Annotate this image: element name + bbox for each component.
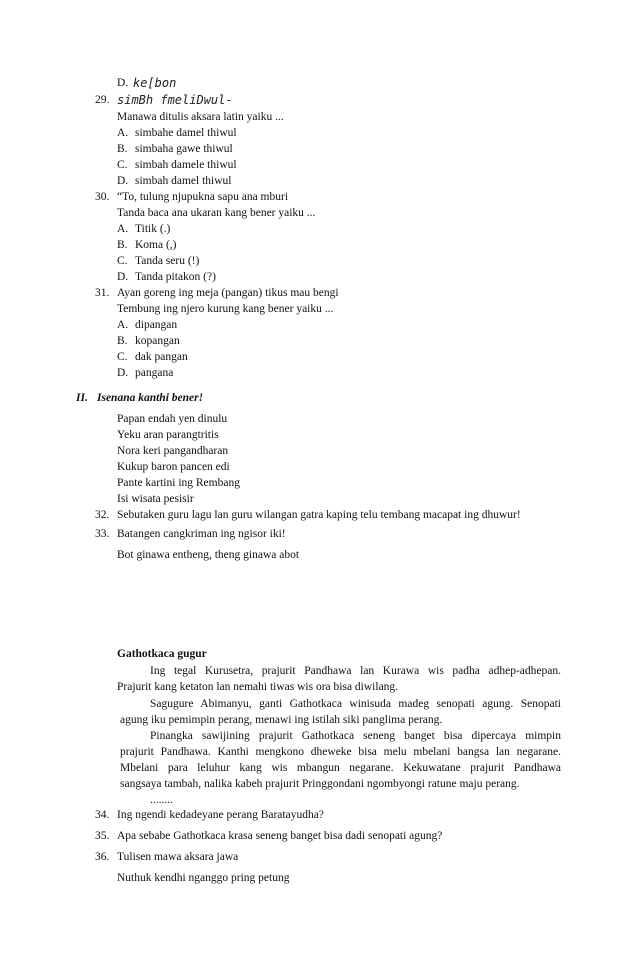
story-line: Sagugure Abimanyu, ganti Gathotkaca winisuda madeg senopati agung. Senopati xyxy=(150,698,561,710)
option-letter: B. xyxy=(117,143,128,155)
option-text: Tanda pitakon (?) xyxy=(135,271,216,283)
option-text: Titik (.) xyxy=(135,223,171,235)
option-letter: D. xyxy=(117,367,129,379)
option-text: kopangan xyxy=(135,335,180,347)
story-ellipsis: ........ xyxy=(150,794,173,806)
story-line: prajurit Pandhawa. Kanthi mengkono dheweke bisa melu mbelani bangsa lan negarane. xyxy=(120,746,561,758)
poem-line: Isi wisata pesisir xyxy=(117,493,194,505)
question-text: Sebutaken guru lagu lan guru wilangan gatra kaping telu tembang macapat ing dhuwur! xyxy=(117,509,521,521)
question-prompt: Manawa ditulis aksara latin yaiku ... xyxy=(117,111,284,123)
option-text: Tanda seru (!) xyxy=(135,255,200,267)
option-text: simbah damel thiwul xyxy=(135,175,232,187)
question-number: 32. xyxy=(95,509,110,521)
question-number: 35. xyxy=(95,830,110,842)
question-subtext: Nuthuk kendhi nganggo pring petung xyxy=(117,872,290,884)
option-letter: B. xyxy=(117,239,128,251)
poem-line: Nora keri pangandharan xyxy=(117,445,229,457)
story-title: Gathotkaca gugur xyxy=(117,648,207,660)
story-line: Pinangka sawijining prajurit Gathotkaca seneng banget bisa dipercaya mimpin xyxy=(150,730,561,742)
question-number: 31. xyxy=(95,287,110,299)
question-text: Apa sebabe Gathotkaca krasa seneng banget bisa dadi senopati agung? xyxy=(117,830,443,842)
question-number: 30. xyxy=(95,191,110,203)
story-line: Prajurit kang ketaton lan nemahi tiwas wis ora bisa diwilang. xyxy=(117,681,399,693)
poem-line: Papan endah yen dinulu xyxy=(117,413,228,425)
question-number: 33. xyxy=(95,528,110,540)
story-line: Ing tegal Kurusetra, prajurit Pandhawa lan Kurawa wis padha adhep-adhepan. xyxy=(150,665,561,677)
question-stem-javanese: simBh fmeliDwul- xyxy=(117,93,233,107)
question-number: 29. xyxy=(95,94,110,106)
question-text: Batangen cangkriman ing ngisor iki! xyxy=(117,528,286,540)
option-text-javanese: ke[bon xyxy=(133,76,177,90)
question-number: 36. xyxy=(95,851,110,863)
option-text: simbaha gawe thiwul xyxy=(135,143,233,155)
story-line: Mbelani para leluhur kang wis mbangun negarane. Kekuwatane prajurit Pandhawa xyxy=(120,762,561,774)
question-stem: “To, tulung njupukna sapu ana mburi xyxy=(117,191,289,203)
question-prompt: Tembung ing njero kurung kang bener yaiku ... xyxy=(117,303,334,315)
section-title: Isenana kanthi bener! xyxy=(97,392,204,404)
option-text: simbah damele thiwul xyxy=(135,159,237,171)
story-line: agung iku pemimpin perang, menawi ing istilah siki panglima perang. xyxy=(120,714,443,726)
option-text: dak pangan xyxy=(135,351,188,363)
option-letter: D. xyxy=(117,77,129,89)
option-letter: A. xyxy=(117,319,129,331)
option-letter: B. xyxy=(117,335,128,347)
option-letter: C. xyxy=(117,351,128,363)
question-prompt: Tanda baca ana ukaran kang bener yaiku ... xyxy=(117,207,316,219)
option-text: dipangan xyxy=(135,319,178,331)
poem-line: Yeku aran parangtritis xyxy=(117,429,219,441)
option-text: simbahe damel thiwul xyxy=(135,127,237,139)
question-number: 34. xyxy=(95,809,110,821)
option-letter: D. xyxy=(117,271,129,283)
option-letter: A. xyxy=(117,223,129,235)
option-letter: A. xyxy=(117,127,129,139)
option-letter: D. xyxy=(117,175,129,187)
question-stem: Ayan goreng ing meja (pangan) tikus mau bengi xyxy=(117,287,339,299)
option-text: pangana xyxy=(135,367,174,379)
question-text: Tulisen mawa aksara jawa xyxy=(117,851,239,863)
poem-line: Pante kartini ing Rembang xyxy=(117,477,240,489)
riddle-text: Bot ginawa entheng, theng ginawa abot xyxy=(117,549,300,561)
question-text: Ing ngendi kedadeyane perang Baratayudha? xyxy=(117,809,324,821)
poem-line: Kukup baron pancen edi xyxy=(117,461,230,473)
story-line: sangsaya tambah, nalika kabeh prajurit Pringgondani ngombyongi ratune maju perang. xyxy=(120,778,520,790)
option-letter: C. xyxy=(117,159,128,171)
option-text: Koma (,) xyxy=(135,239,177,251)
section-numeral: II. xyxy=(76,392,88,404)
option-letter: C. xyxy=(117,255,128,267)
